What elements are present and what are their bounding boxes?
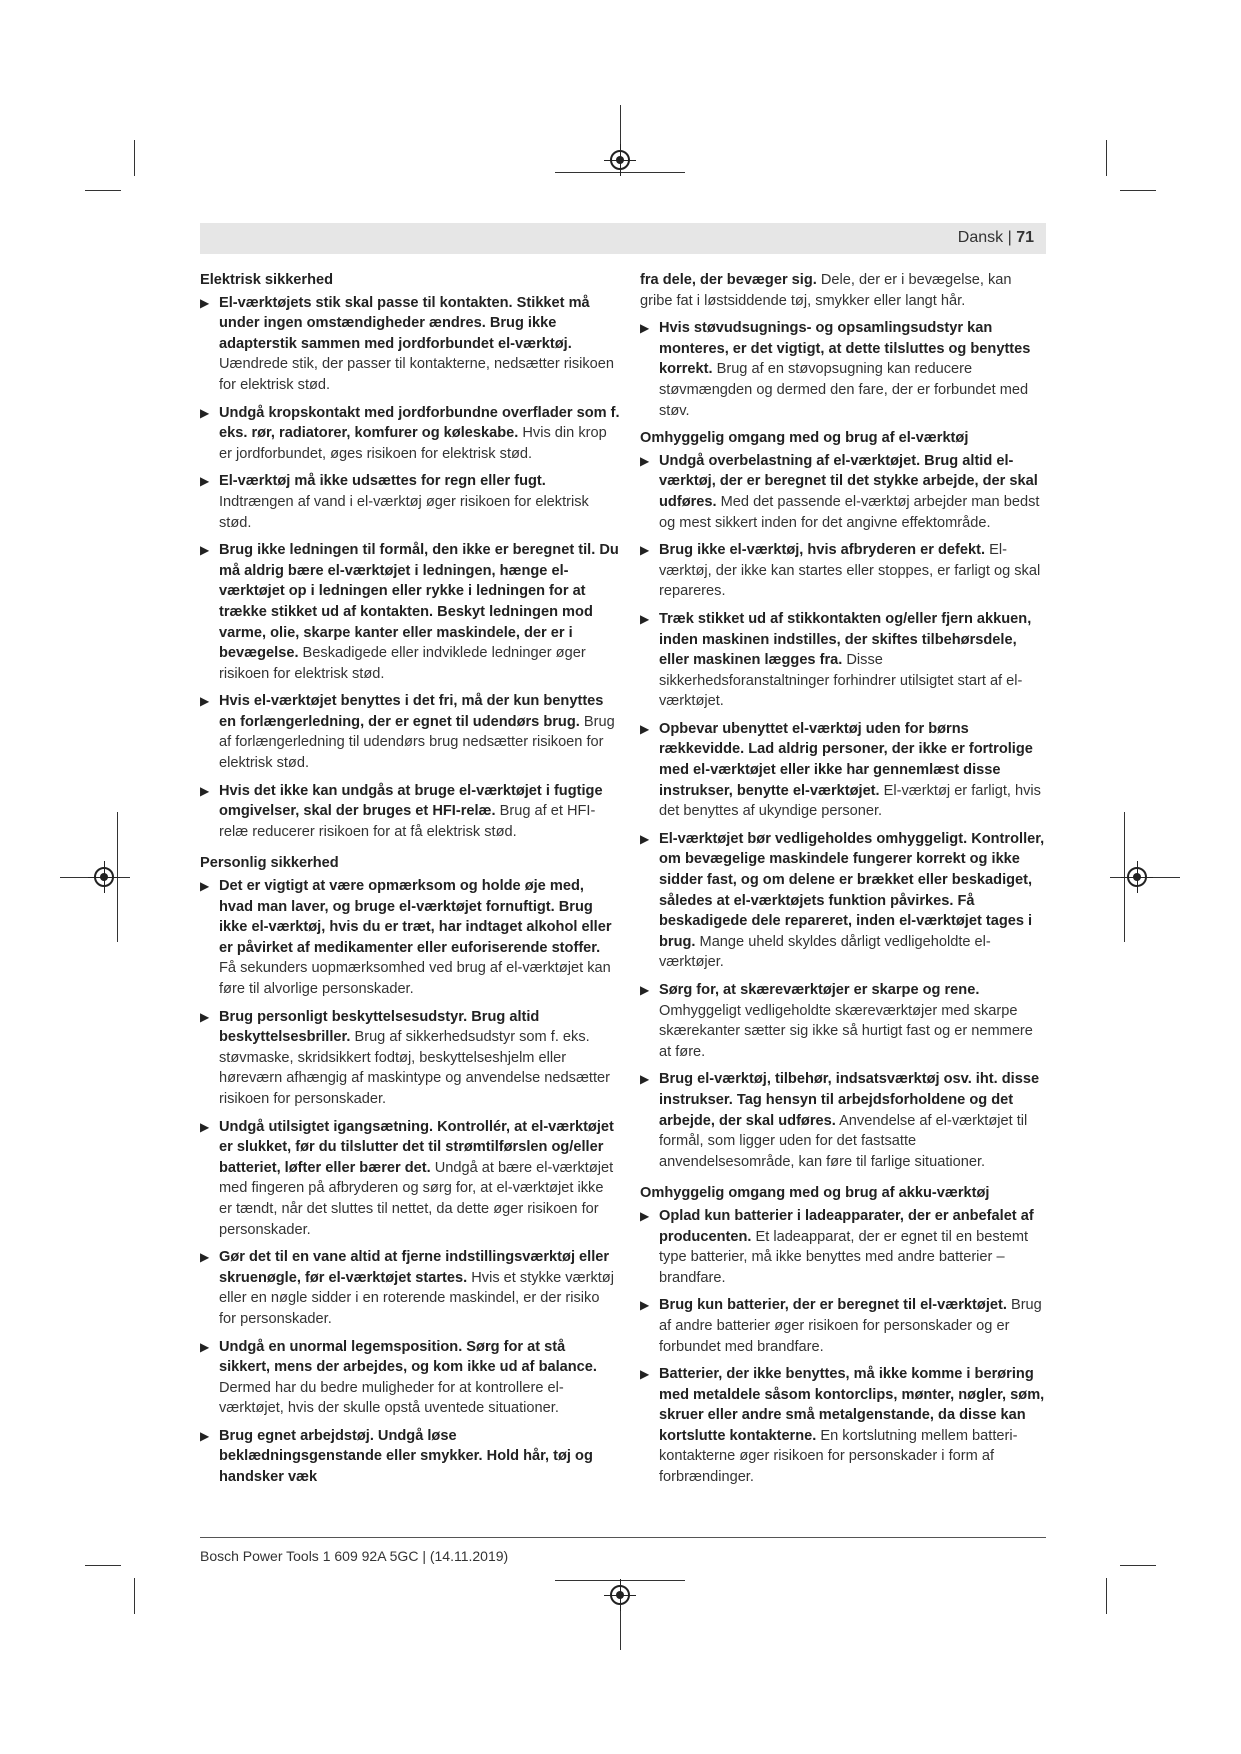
item-bold-text: Brug el-værktøj, tilbehør, indsatsværktøj osv. iht. disse instrukser. Tag hensyn til arbejdsforholdene og det arbejde, der skal udføres. bbox=[659, 1071, 1040, 1129]
item-text: Brug af sikkerhedsudstyr som f. eks. støvmaske, skridsikkert fodtøj, beskyttelseshjelm eller høreværn afhængig af maskintype og anvendelse nedsætter risikoen for personskader. bbox=[219, 1029, 611, 1107]
item-bold-text: El-værktøj må ikke udsættes for regn eller fugt. bbox=[219, 473, 546, 490]
item-bold-text: Brug ikke ledningen til formål, den ikke er beregnet til. Du må aldrig bære el-værktøjet i ledningen, hænge el-værktøjet op i ledningen eller rykke i ledningen for at trække stikket ud af kontakten. Beskyt ledningen mod varme, olie, skarpe kanter eller maskindele, der er i bevægelse. bbox=[219, 542, 619, 662]
continued-paragraph: fra dele, der bevæger sig. Dele, der er i bevægelse, kan gribe fat i løstsiddende tøj, smykker eller langt hår. bbox=[640, 272, 1012, 309]
item-bold-text: Oplad kun batterier i ladeapparater, der er anbefalet af producenten. bbox=[659, 1207, 1034, 1245]
item-bold-text: Brug ikke el-værktøj, hvis afbryderen er defekt. bbox=[659, 542, 986, 559]
crop-mark bbox=[1106, 140, 1107, 176]
list-item bbox=[200, 1007, 620, 1110]
bullet-arrow-icon: ▶ bbox=[640, 983, 650, 997]
item-text: Omhyggeligt vedligeholdte skæreværktøjer med skarpe skærekanter sætter sig ikke så hurtigt fast og er nemmere at føre. bbox=[659, 1002, 1033, 1060]
bullet-arrow-icon: ▶ bbox=[200, 694, 210, 709]
left-column bbox=[200, 270, 620, 1495]
right-column bbox=[640, 270, 1045, 1495]
bullet-arrow-icon: ▶ bbox=[640, 1298, 650, 1313]
header-label bbox=[958, 229, 1034, 247]
bullet-arrow-icon: ▶ bbox=[200, 1009, 210, 1024]
list-item bbox=[640, 1295, 1045, 1357]
item-text: Brug af andre batterier øger risikoen for personskader og er forbundet med brandfare. bbox=[659, 1297, 1042, 1355]
crop-mark bbox=[1120, 1565, 1156, 1566]
footer-text: Bosch Power Tools 1 609 92A 5GC | (14.11.2019) bbox=[200, 1548, 509, 1564]
list-item bbox=[200, 540, 620, 684]
list-item bbox=[200, 876, 620, 1000]
bullet-arrow-icon: ▶ bbox=[640, 721, 650, 736]
bullet-arrow-icon: ▶ bbox=[200, 295, 210, 310]
bullet-arrow-icon: ▶ bbox=[640, 611, 650, 626]
item-text: El-værktøj er farligt, hvis det benyttes af ukyndige personer. bbox=[659, 782, 1041, 820]
list-item bbox=[640, 540, 1045, 602]
item-text: Brug af forlængerledning til udendørs brug nedsætter risikoen for elektrisk stød. bbox=[219, 713, 615, 772]
item-bold-text: El-værktøjet bør vedligeholdes omhyggeligt. Kontroller, om bevægelige maskindele fungerer korrekt og ikke sidder fast, og om delene er brækket eller beskadiget, således at el-værktøjets funktion påvirkes. Få beskadigede dele repareret, inden el-værktøjet tages i brug. bbox=[659, 830, 1045, 950]
page-header bbox=[200, 223, 1046, 254]
footer-divider bbox=[200, 1537, 1046, 1538]
item-bold-text: Gør det til en vane altid at fjerne indstillingsværktøj eller skruenøgle, før el-værktøjet startes. bbox=[219, 1249, 610, 1286]
item-text: Et ladeapparat, der er egnet til en bestemt type batterier, må ikke benyttes med andre batterier – brandfare. bbox=[659, 1228, 1029, 1286]
bullet-arrow-icon: ▶ bbox=[640, 1072, 650, 1087]
list-item bbox=[640, 980, 1045, 1062]
bullet-arrow-icon: ▶ bbox=[200, 783, 210, 798]
list-item bbox=[640, 318, 1045, 421]
item-text: Hvis din krop er jordforbundet, øges risikoen for elektrisk stød. bbox=[219, 425, 607, 462]
bullet-arrow-icon: ▶ bbox=[200, 405, 210, 420]
item-bold-text: Brug personligt beskyttelsesudstyr. Brug altid beskyttelsesbriller. bbox=[219, 1008, 540, 1046]
list-item bbox=[200, 1426, 620, 1488]
list-item bbox=[200, 471, 620, 533]
bullet-arrow-icon: ▶ bbox=[640, 453, 650, 468]
list-item bbox=[640, 609, 1045, 712]
item-bold-text: Træk stikket ud af stikkontakten og/eller fjern akkuen, inden maskinen indstilles, der skiftes tilbehørsdele, eller maskinen lægges fra. bbox=[659, 610, 1032, 669]
crop-mark bbox=[134, 140, 135, 176]
section-title: Elektrisk sikkerhed bbox=[200, 272, 334, 288]
item-text: Få sekunders uopmærksomhed ved brug af el-værktøjet kan føre til alvorlige personskader. bbox=[219, 960, 611, 997]
registration-mark-icon bbox=[610, 1585, 630, 1605]
section-title: Personlig sikkerhed bbox=[200, 855, 339, 872]
bullet-arrow-icon: ▶ bbox=[200, 1339, 210, 1354]
item-text: Beskadigede eller indviklede ledninger øger risikoen for elektrisk stød. bbox=[219, 645, 586, 682]
page-number: 71 bbox=[1016, 229, 1034, 246]
item-text: Brug af et HFI-relæ reducerer risikoen for at få elektrisk stød. bbox=[219, 803, 596, 840]
item-text: En kortslutning mellem batteri-kontakterne øger risikoen for personskader i form af forbrændinger. bbox=[659, 1427, 1018, 1486]
item-bold-text: Undgå en unormal legemsposition. Sørg for at stå sikkert, mens der arbejdes, og kom ikke ud af balance. bbox=[219, 1338, 597, 1376]
bullet-arrow-icon: ▶ bbox=[200, 879, 210, 894]
item-bold-text: Brug egnet arbejdstøj. Undgå løse beklædningsgenstande eller smykker. Hold hår, tøj og handsker væk bbox=[219, 1427, 593, 1486]
list-item bbox=[640, 1069, 1045, 1172]
bullet-arrow-icon: ▶ bbox=[200, 1119, 210, 1134]
bullet-arrow-icon: ▶ bbox=[640, 1208, 650, 1223]
item-bold-text: Opbevar ubenyttet el-værktøj uden for børns rækkevidde. Lad aldrig personer, der ikke er fortrolige med el-værktøjet eller ikke har gennemlæst disse instrukser, benytte el-værktøjet. bbox=[659, 720, 1033, 799]
section-title: Omhyggelig omgang med og brug af akku-værktøj bbox=[640, 1185, 990, 1202]
item-text: Disse sikkerhedsforanstaltninger forhindrer utilsigtet start af el-værktøjet. bbox=[659, 652, 1023, 710]
bullet-arrow-icon: ▶ bbox=[200, 543, 210, 558]
bullet-arrow-icon: ▶ bbox=[200, 1250, 210, 1265]
bullet-arrow-icon: ▶ bbox=[200, 474, 210, 489]
list-item bbox=[640, 451, 1045, 533]
item-bold-text: Undgå kropskontakt med jordforbundne overflader som f. eks. rør, radiatorer, komfurer og køleskabe. bbox=[219, 404, 620, 442]
item-bold-text: Hvis det ikke kan undgås at bruge el-værktøjet i fugtige omgivelser, skal der bruges et HFI-relæ. bbox=[219, 782, 603, 820]
crop-mark bbox=[85, 190, 121, 191]
list-item bbox=[640, 1206, 1045, 1288]
item-text: Hvis et stykke værktøj eller en nøgle sidder i en roterende maskindel, er der risiko for personskader. bbox=[219, 1269, 614, 1327]
item-bold-text: Hvis støvudsugnings- og opsamlingsudstyr kan monteres, er det vigtigt, at dette tilsluttes og benyttes korrekt. bbox=[659, 320, 1031, 378]
list-item bbox=[200, 1337, 620, 1419]
list-item bbox=[200, 1117, 620, 1241]
item-text: Undgå at bære el-værktøjet med fingeren på afbryderen og sørg for, at el-værktøjet ikke er tændt, når det sluttes til nettet, da dette øger risikoen for personskader. bbox=[219, 1159, 614, 1238]
item-bold-text: Batterier, der ikke benyttes, må ikke komme i berøring med metaldele såsom kontorclips, mønter, nøgler, søm, skruer eller andre små metalgenstande, da disse kan kortslutte kontakterne. bbox=[659, 1366, 1045, 1444]
item-bold-text: Hvis el-værktøjet benyttes i det fri, må der kun benyttes en forlængerledning, der er egnet til udendørs brug. bbox=[219, 693, 604, 730]
registration-mark-icon bbox=[610, 150, 630, 170]
list-item bbox=[200, 1247, 620, 1329]
item-bold-text: Undgå utilsigtet igangsætning. Kontrollér, at el-værktøjet er slukket, før du tilslutter det til strømtilførslen og/eller batteriet, løfter eller bærer det. bbox=[219, 1118, 614, 1176]
list-item bbox=[200, 781, 620, 843]
item-text: Brug af en støvopsugning kan reducere støvmængden og dermed den fare, der er forbundet med støv. bbox=[659, 361, 1029, 419]
bullet-arrow-icon: ▶ bbox=[640, 543, 650, 558]
list-item bbox=[200, 293, 620, 396]
crop-mark bbox=[1120, 190, 1156, 191]
item-bold-text: Det er vigtigt at være opmærksom og holde øje med, hvad man laver, og bruge el-værktøjet fornuftigt. Brug ikke el-værktøj, hvis du er træt, har indtaget alkohol eller er påvirket af medikamenter eller euforiserende stoffer. bbox=[219, 878, 612, 956]
header-separator: | bbox=[1007, 229, 1012, 246]
crop-mark bbox=[1106, 1578, 1107, 1614]
item-bold-text: El-værktøjets stik skal passe til kontakten. Stikket må under ingen omstændigheder ændres. Brug ikke adapterstik sammen med jordforbundet el-værktøj. bbox=[219, 294, 590, 352]
list-item bbox=[640, 719, 1045, 822]
item-text: Med det passende el-værktøj arbejder man bedst og mest sikkert inden for det angivne effektområde. bbox=[659, 493, 1040, 531]
section-title: Omhyggelig omgang med og brug af el-værktøj bbox=[640, 430, 969, 447]
item-text: Indtrængen af vand i el-værktøj øger risikoen for elektrisk stød. bbox=[219, 493, 589, 531]
item-text: El-værktøj, der ikke kan startes eller stoppes, er farligt og skal repareres. bbox=[659, 542, 1041, 600]
registration-mark-icon bbox=[1127, 867, 1147, 887]
list-item bbox=[640, 829, 1045, 973]
item-bold-text: Undgå overbelastning af el-værktøjet. Brug altid el-værktøj, der er beregnet til det stykke arbejde, der skal udføres. bbox=[659, 452, 1038, 510]
item-bold-text: Sørg for, at skæreværktøjer er skarpe og rene. bbox=[659, 982, 980, 998]
item-text: Uændrede stik, der passer til kontakterne, nedsætter risikoen for elektrisk stød. bbox=[219, 356, 615, 393]
registration-mark-icon bbox=[94, 867, 114, 887]
item-text: Dermed har du bedre muligheder for at kontrollere el-værktøjet, hvis der skulle opstå uventede situationer. bbox=[219, 1379, 564, 1417]
list-item bbox=[640, 1364, 1045, 1488]
header-language: Dansk bbox=[957, 229, 1004, 246]
list-item bbox=[200, 403, 620, 465]
bullet-arrow-icon: ▶ bbox=[200, 1428, 210, 1443]
crop-mark bbox=[85, 1565, 121, 1566]
bullet-arrow-icon: ▶ bbox=[640, 1367, 650, 1382]
bullet-arrow-icon: ▶ bbox=[640, 321, 650, 336]
crop-mark bbox=[134, 1578, 135, 1614]
list-item bbox=[200, 691, 620, 773]
item-text: Mange uheld skyldes dårligt vedligeholdte el-værktøjer. bbox=[659, 933, 991, 971]
item-bold-text: Brug kun batterier, der er beregnet til el-værktøjet. bbox=[659, 1297, 1007, 1314]
item-text: Anvendelse af el-værktøjet til formål, som ligger uden for det fastsatte anvendelsesområde, kan føre til farlige situationer. bbox=[659, 1112, 1028, 1170]
bullet-arrow-icon: ▶ bbox=[640, 831, 650, 846]
